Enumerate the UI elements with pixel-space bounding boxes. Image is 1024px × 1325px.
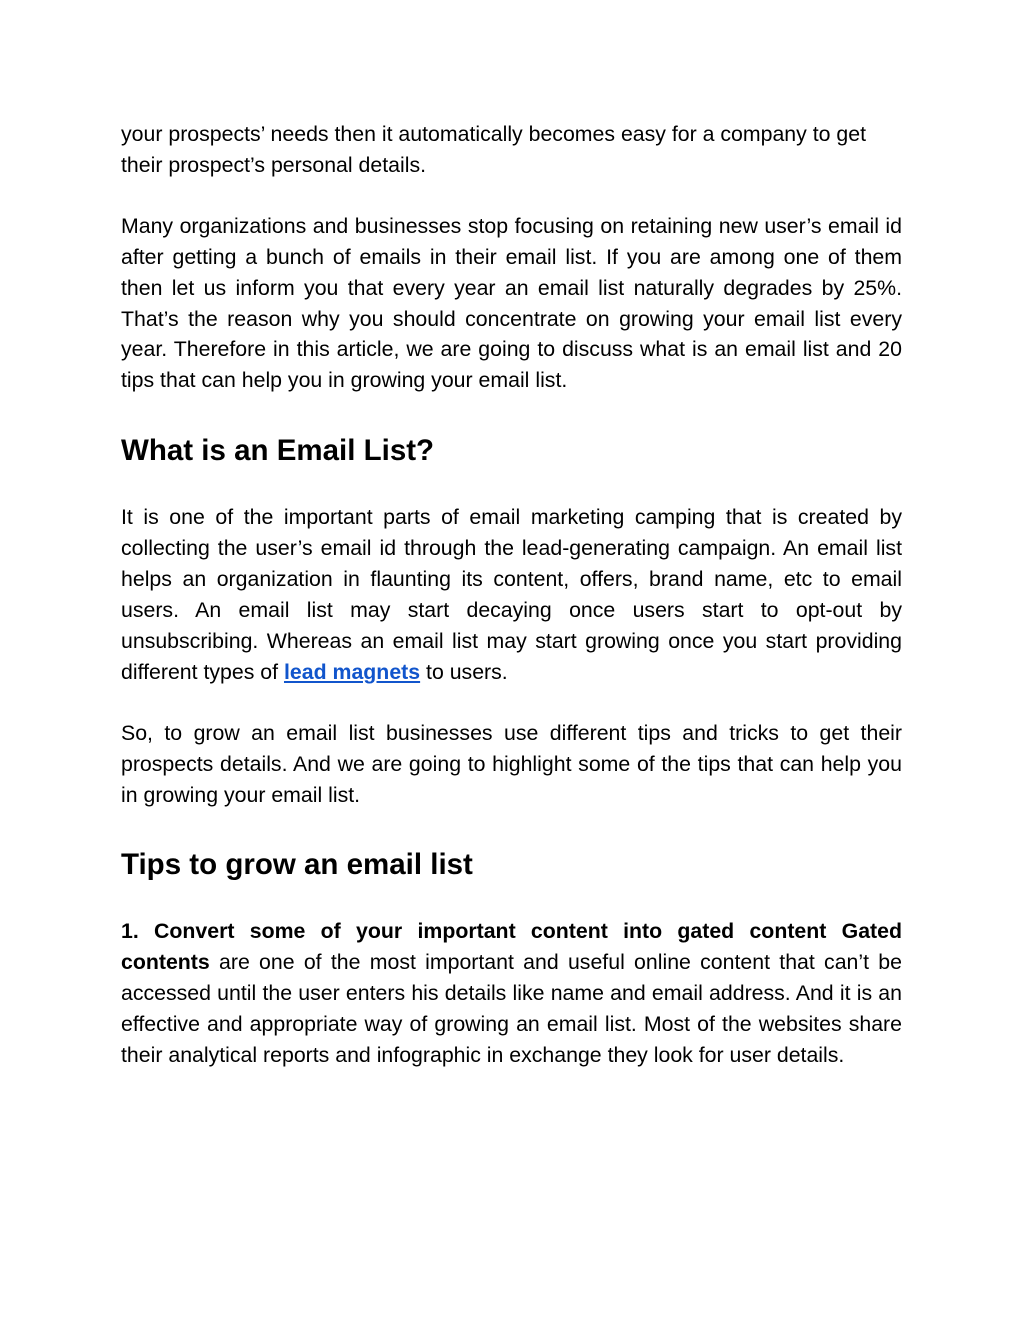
email-list-definition-paragraph	[121, 502, 902, 687]
tip-1-title: 1. Convert some of your important content into gated content Gated contents	[121, 919, 902, 975]
tip-1-text: are one of the most important and useful online content that can’t be accessed until the user enters his details like name and email address. And it is an effective and appropriate way of growing an email list. Most of the websites share their analytical reports and infographic in exchange they look for user details.	[121, 950, 902, 1068]
grow-email-list-paragraph: So, to grow an email list businesses use different tips and tricks to get their prospects details. And we are going to highlight some of the tips that can help you in growing your email list.	[121, 720, 902, 807]
section-heading-email-list: What is an Email List?	[121, 434, 435, 468]
lead-magnets-link[interactable]: lead magnets	[283, 659, 421, 684]
section-heading-tips: Tips to grow an email list	[121, 848, 473, 882]
intro-paragraph: Many organizations and businesses stop focusing on retaining new user’s email id after getting a bunch of emails in their email list. If you are among one of them then let us inform you that every year an email list naturally degrades by 25%. That’s the reason why you should concentrate on growing your email list every year. Therefore in this article, we are going to discuss what is an email list and 20 tips that can help you in growing your email list.	[121, 213, 902, 393]
tip-1-paragraph	[121, 916, 902, 1071]
definition-text-before-link: It is one of the important parts of email marketing camping that is created by collecting the user’s email id through the lead-generating campaign. An email list helps an organization in flaunting its content, offers, brand name, etc to email users. An email list may start decaying once users start to opt-out by unsubscribing. Whereas an email list may start growing once you start providing different types of	[121, 505, 902, 684]
intro-continuation-paragraph: your prospects’ needs then it automatically becomes easy for a company to get their prospect’s personal details.	[121, 122, 866, 177]
document-body	[121, 119, 902, 1071]
definition-text-after-link: to users.	[420, 659, 508, 684]
